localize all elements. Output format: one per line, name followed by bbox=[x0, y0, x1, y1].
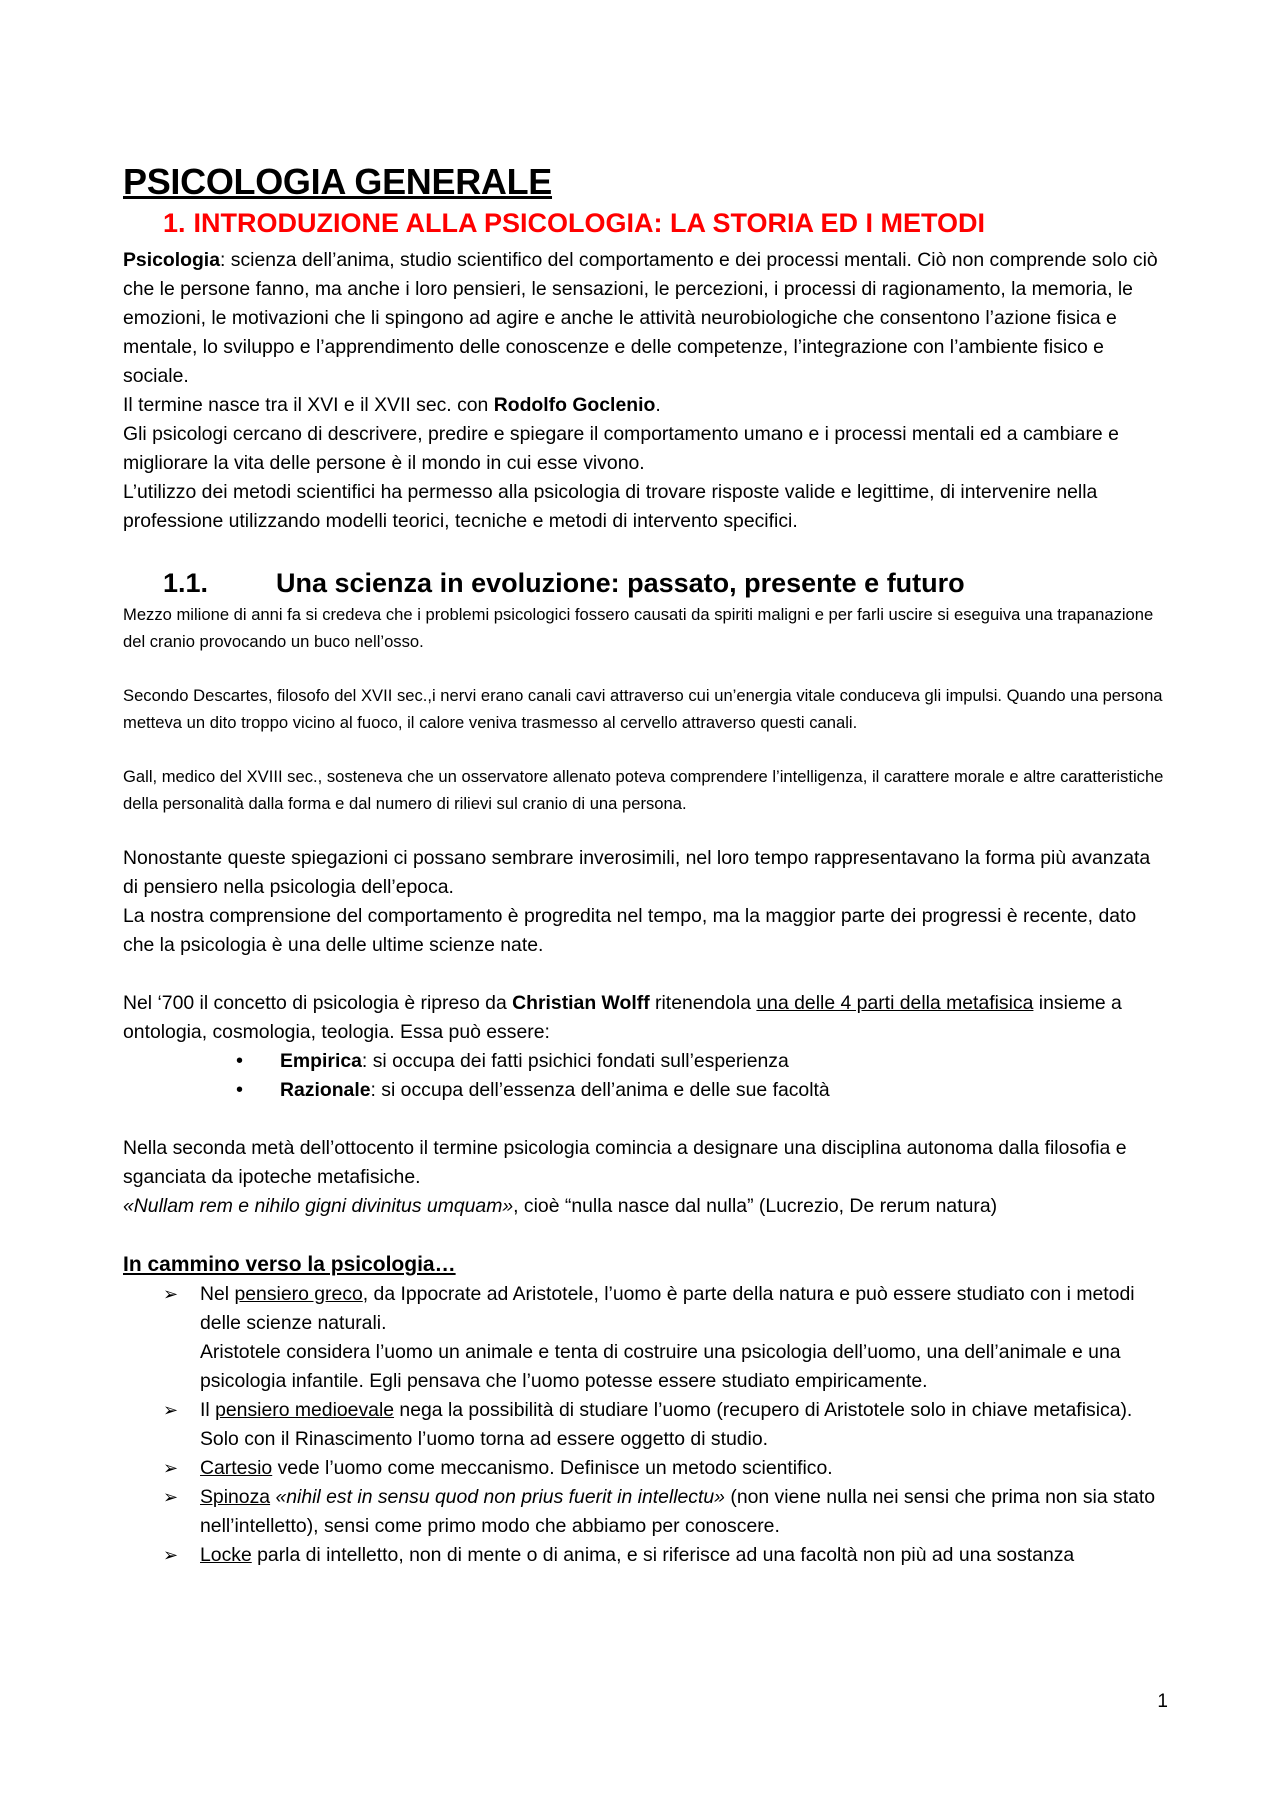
list-item bbox=[123, 1454, 1168, 1483]
origin-text: Il termine nasce tra il XVI e il XVII sec. con bbox=[123, 394, 494, 416]
list-item bbox=[123, 1396, 1168, 1454]
bullet-icon: • bbox=[236, 1050, 244, 1072]
list-item bbox=[123, 1483, 1168, 1541]
list-item bbox=[123, 1047, 1168, 1076]
psychologists-paragraph: Gli psicologi cercano di descrivere, predire e spiegare il comportamento umano e i processi mentali ed a cambiare e migliorare la vita delle persone è il mondo in cui esse vivono. bbox=[123, 423, 1119, 474]
type-term: Razionale bbox=[280, 1079, 371, 1101]
item-extra-text: Aristotele considera l’uomo un animale e tenta di costruire una psicologia dell’uomo, una dell’animale e una psicologia infantile. Egli pensava che l’uomo potesse essere studiato empiricamente. bbox=[200, 1341, 1121, 1392]
list-item bbox=[123, 1541, 1168, 1570]
item-text: , da Ippocrate ad Aristotele, l’uomo è parte della natura e può essere studiato con i metodi delle scienze naturali. bbox=[200, 1283, 1135, 1334]
spacer bbox=[123, 1221, 1168, 1250]
document-title: PSICOLOGIA GENERALE bbox=[123, 161, 553, 202]
wolff-text-end: insieme a ontologia, cosmologia, teologia. Essa può essere: bbox=[123, 992, 1122, 1043]
wolff-text: Nel ‘700 il concetto di psicologia è ripreso da bbox=[123, 992, 513, 1014]
spacer bbox=[123, 536, 1168, 565]
item-underlined: pensiero medioevale bbox=[215, 1399, 395, 1421]
arrow-bullet-icon: ➢ bbox=[163, 1284, 179, 1304]
page-content bbox=[123, 160, 1168, 1570]
type-text: : si occupa dell’essenza dell’anima e delle sue facoltà bbox=[370, 1079, 830, 1101]
item-text: (non viene nulla nei sensi che prima non sia stato nell’intelletto), sensi come primo modo che abbiamo per conoscere. bbox=[200, 1486, 1156, 1537]
bullet-icon: • bbox=[236, 1079, 244, 1101]
psychology-types-list bbox=[123, 1047, 1168, 1105]
definition-paragraph bbox=[123, 246, 1168, 391]
item-text: vede l’uomo come meccanismo. Definisce un metodo scientifico. bbox=[272, 1457, 833, 1479]
list-item bbox=[123, 1076, 1168, 1105]
wolff-text-mid: ritenendola bbox=[649, 992, 757, 1014]
arrow-bullet-icon: ➢ bbox=[163, 1545, 179, 1565]
chapter-heading bbox=[163, 206, 1168, 240]
methods-paragraph: L’utilizzo dei metodi scientifici ha permesso alla psicologia di trovare risposte valide e legittime, di intervenire nella professione utilizzando modelli teorici, tecniche e metodi di intervento specifici. bbox=[123, 481, 1098, 532]
quote-paragraph bbox=[123, 1192, 1168, 1221]
progress-paragraph: La nostra comprensione del comportamento è progredita nel tempo, ma la maggior parte dei progressi è recente, dato che la psicologia è una delle ultime scienze nate. bbox=[123, 905, 1137, 956]
arrow-bullet-icon: ➢ bbox=[163, 1487, 179, 1507]
history-paragraph-3: Gall, medico del XVIII sec., sosteneva che un osservatore allenato poteva comprendere l’intelligenza, il carattere morale e altre caratteristiche della personalità dalla forma e dal numero di rilievi sul cranio di una persona. bbox=[123, 767, 1164, 813]
spacer bbox=[123, 736, 1168, 763]
origin-name: Rodolfo Goclenio bbox=[493, 394, 656, 416]
definition-text: : scienza dell’anima, studio scientifico del comportamento e dei processi mentali. Ciò non comprende solo ciò che le persone fanno, ma anche i loro pensieri, le sensazioni, le percezioni, i processi di ragionamento, la memoria, le emozioni, le motivazioni che li spingono ad agire e anche le attività neurobiologiche che consentono l’azione fisica e mentale, lo sviluppo e l’apprendimento delle conoscenze e delle competenze, l’integrazione con l’ambiente fisico e sociale. bbox=[123, 249, 1158, 387]
origin-paragraph bbox=[123, 391, 1168, 420]
latin-quote: «Nullam rem e nihilo gigni divinitus umquam» bbox=[123, 1195, 514, 1217]
spacer bbox=[123, 655, 1168, 682]
item-latin-quote: «nihil est in sensu quod non prius fuerit in intellectu» bbox=[270, 1486, 725, 1508]
type-term: Empirica bbox=[280, 1050, 362, 1072]
definition-term: Psicologia bbox=[123, 249, 220, 271]
arrow-bullet-icon: ➢ bbox=[163, 1458, 179, 1478]
spacer bbox=[123, 960, 1168, 989]
item-text: Nel bbox=[200, 1283, 235, 1305]
path-heading: In cammino verso la psicologia… bbox=[123, 1253, 456, 1276]
chapter-title: INTRODUZIONE ALLA PSICOLOGIA: LA STORIA ED I METODI bbox=[193, 208, 986, 238]
metaphysics-underlined: una delle 4 parti della metafisica bbox=[756, 992, 1034, 1014]
page-number: 1 bbox=[1157, 1691, 1168, 1712]
section-title: Una scienza in evoluzione: passato, presente e futuro bbox=[276, 568, 965, 598]
item-text: Il bbox=[200, 1399, 216, 1421]
history-paragraph-2: Secondo Descartes, filosofo del XVII sec.,i nervi erano canali cavi attraverso cui un’energia vitale conduceva gli impulsi. Quando una persona metteva un dito troppo vicino al fuoco, il calore veniva trasmesso al cervello attraverso questi canali. bbox=[123, 686, 1163, 732]
path-list bbox=[123, 1280, 1168, 1570]
item-underlined: Locke bbox=[200, 1544, 252, 1566]
autonomy-paragraph: Nella seconda metà dell’ottocento il termine psicologia comincia a designare una disciplina autonoma dalla filosofia e sganciata da ipoteche metafisiche. bbox=[123, 1137, 1127, 1188]
item-underlined: Cartesio bbox=[200, 1457, 273, 1479]
origin-end: . bbox=[655, 394, 661, 416]
item-underlined: Spinoza bbox=[200, 1486, 271, 1508]
chapter-number: 1. bbox=[163, 208, 186, 238]
spacer bbox=[123, 1105, 1168, 1134]
section-heading bbox=[163, 565, 1168, 601]
wolff-paragraph bbox=[123, 989, 1168, 1047]
spacer bbox=[123, 817, 1168, 844]
item-text: nega la possibilità di studiare l’uomo (recupero di Aristotele solo in chiave metafisica). Solo con il Rinascimento l’uomo torna ad essere oggetto di studio. bbox=[200, 1399, 1133, 1450]
item-underlined: pensiero greco bbox=[234, 1283, 363, 1305]
item-text: parla di intelletto, non di mente o di anima, e si riferisce ad una facoltà non più ad una sostanza bbox=[251, 1544, 1075, 1566]
quote-translation: , cioè “nulla nasce dal nulla” (Lucrezio, De rerum natura) bbox=[513, 1195, 998, 1217]
inverosimili-paragraph: Nonostante queste spiegazioni ci possano sembrare inverosimili, nel loro tempo rappresentavano la forma più avanzata di pensiero nella psicologia dell’epoca. bbox=[123, 847, 1151, 898]
history-paragraph-1: Mezzo milione di anni fa si credeva che i problemi psicologici fossero causati da spiriti maligni e per farli uscire si eseguiva una trapanazione del cranio provocando un buco nell’osso. bbox=[123, 605, 1154, 651]
list-item bbox=[123, 1280, 1168, 1396]
wolff-name: Christian Wolff bbox=[512, 992, 650, 1014]
section-number: 1.1. bbox=[163, 568, 209, 598]
arrow-bullet-icon: ➢ bbox=[163, 1400, 179, 1420]
type-text: : si occupa dei fatti psichici fondati sull’esperienza bbox=[361, 1050, 789, 1072]
